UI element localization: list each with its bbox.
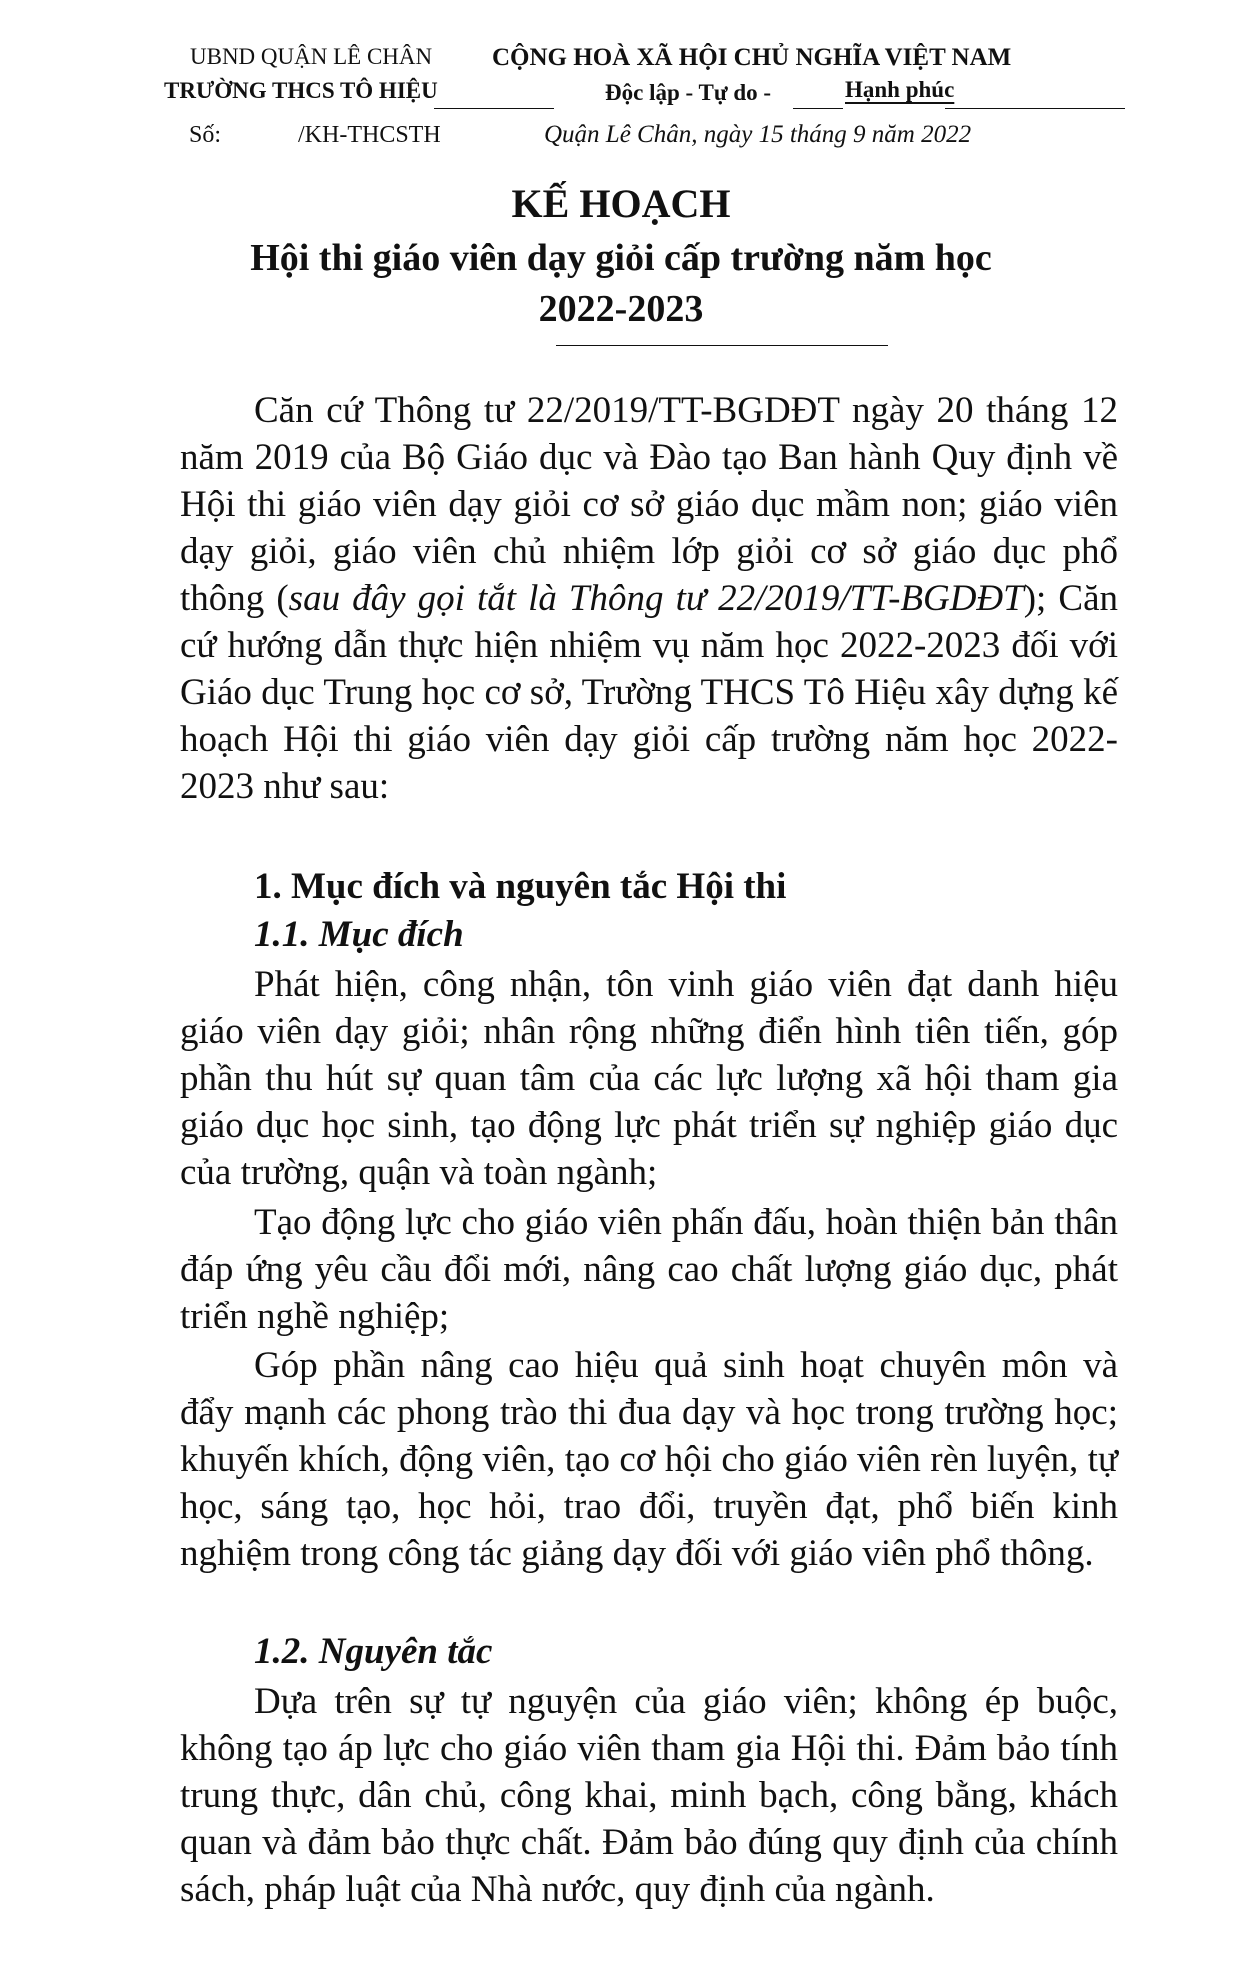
agency-name: UBND QUẬN LÊ CHÂN [190, 44, 433, 69]
section-1-1-heading: 1.1. Mục đích [254, 914, 464, 955]
school-name: TRƯỜNG THCS TÔ HIỆU [164, 78, 438, 103]
place-date: Quận Lê Chân, ngày 15 tháng 9 năm 2022 [544, 121, 972, 148]
national-title: CỘNG HOÀ XÃ HỘI CHỦ NGHĨA VIỆT NAM [492, 44, 1012, 71]
doc-year: 2022-2023 [538, 288, 704, 330]
intro-text-b: ); Căn cứ hướng dẫn thực hiện nhiệm vụ năm học 2022-2023 đối với Giáo dục Trung học cơ sở, Trường THCS Tô Hiệu xây dựng kế hoạch Hội thi giáo viên dạy giỏi cấp trường năm học 2022-2023 như sau: [180, 578, 1119, 807]
doc-number-code: /KH-THCSTH [298, 122, 441, 148]
principle-paragraph-1: Dựa trên sự tự nguyện của giáo viên; không ép buộc, không tạo áp lực cho giáo viên tham gia Hội thi. Đảm bảo tính trung thực, dân chủ, công khai, minh bạch, công bằng, khách quan và đảm bảo thực chất. Đảm bảo đúng quy định của chính sách, pháp luật của Nhà nước, quy định của ngành. [180, 1681, 1118, 1910]
section-1-2-heading: 1.2. Nguyên tắc [254, 1631, 493, 1672]
doc-title: KẾ HOẠCH [511, 181, 731, 226]
purpose-paragraph-2: Tạo động lực cho giáo viên phấn đấu, hoàn thiện bản thân đáp ứng yêu cầu đổi mới, nâng cao chất lượng giáo dục, phát triển nghề nghiệp; [180, 1202, 1118, 1337]
purpose-paragraph-1: Phát hiện, công nhận, tôn vinh giáo viên đạt danh hiệu giáo viên dạy giỏi; nhân rộng những điển hình tiên tiến, góp phần thu hút sự quan tâm của các lực lượng xã hội tham gia giáo dục học sinh, tạo động lực phát triển sự nghiệp giáo dục của trường, quận và toàn ngành; [180, 964, 1118, 1193]
intro-text-a: Căn cứ Thông tư 22/2019/TT-BGDĐT ngày 20 tháng 12 năm 2019 của Bộ Giáo dục và Đào tạo Ban hành Quy định về Hội thi giáo viên dạy giỏi cơ sở giáo dục mầm non; giáo viên dạy giỏi, giáo viên chủ nhiệm lớp giỏi cơ sở giáo dục phổ thông ( [180, 390, 1118, 619]
motto-underline-left [793, 108, 843, 109]
national-motto: Độc lập - Tự do - [605, 80, 772, 105]
motto-underline-right [945, 108, 1125, 109]
doc-number-label: Số: [189, 122, 222, 148]
school-underline [434, 108, 554, 109]
intro-paragraph [180, 387, 1118, 810]
purpose-paragraph-3: Góp phần nâng cao hiệu quả sinh hoạt chuyên môn và đẩy mạnh các phong trào thi đua dạy và học trong trường học; khuyến khích, động viên, tạo cơ hội cho giáo viên rèn luyện, tự học, sáng tạo, học hỏi, trao đổi, truyền đạt, phổ biến kinh nghiệm trong công tác giảng dạy đối với giáo viên phổ thông. [180, 1345, 1118, 1574]
intro-text-italic: sau đây gọi tắt là Thông tư 22/2019/TT-BGDĐT [288, 578, 1024, 619]
doc-subtitle: Hội thi giáo viên dạy giỏi cấp trường năm học [250, 237, 992, 279]
national-motto-last: Hạnh phúc [845, 77, 955, 102]
section-1-heading: 1. Mục đích và nguyên tắc Hội thi [254, 866, 787, 907]
title-rule [556, 345, 888, 346]
